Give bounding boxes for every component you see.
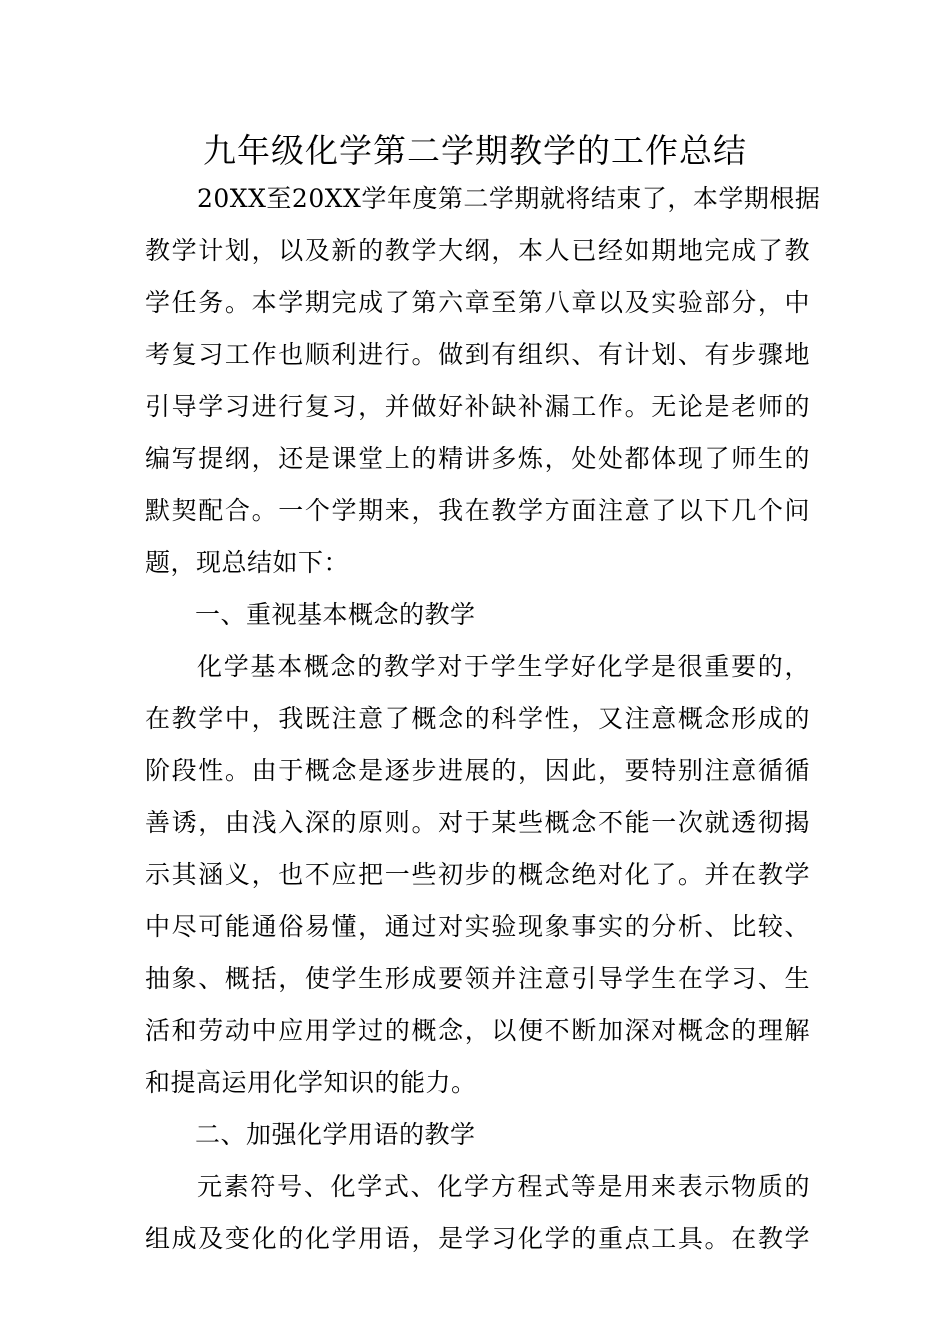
paragraph-line: 编写提纲，还是课堂上的精讲多炼，处处都体现了师生的 [145,444,810,473]
paragraph-line: 化学基本概念的教学对于学生学好化学是很重要的， [197,652,810,681]
paragraph-line: 组成及变化的化学用语，是学习化学的重点工具。在教学 [145,1224,810,1253]
paragraph-line: 抽象、概括，使学生形成要领并注意引导学生在学习、生 [145,964,810,993]
paragraph-line: 默契配合。一个学期来，我在教学方面注意了以下几个问 [145,496,810,525]
paragraph-line: 元素符号、化学式、化学方程式等是用来表示物质的 [197,1172,810,1201]
paragraph-line: 中尽可能通俗易懂，通过对实验现象事实的分析、比较、 [145,912,810,941]
paragraph-line: 活和劳动中应用学过的概念，以便不断加深对概念的理解 [145,1016,810,1045]
paragraph-line: 引导学习进行复习，并做好补缺补漏工作。无论是老师的 [145,392,810,421]
paragraph-line: 示其涵义，也不应把一些初步的概念绝对化了。并在教学 [145,860,810,889]
paragraph-line: 题，现总结如下： [145,548,350,577]
section-heading: 一、重视基本概念的教学 [195,600,476,629]
paragraph-line: 教学计划，以及新的教学大纲，本人已经如期地完成了教 [145,236,810,265]
document-title: 九年级化学第二学期教学的工作总结 [203,131,747,170]
paragraph-line: 和提高运用化学知识的能力。 [145,1068,477,1097]
paragraph-line: 学任务。本学期完成了第六章至第八章以及实验部分，中 [145,288,810,317]
paragraph-line: 20XX至20XX学年度第二学期就将结束了，本学期根据 [197,184,821,213]
paragraph-line: 善诱，由浅入深的原则。对于某些概念不能一次就透彻揭 [145,808,810,837]
paragraph-line: 考复习工作也顺利进行。做到有组织、有计划、有步骤地 [145,340,810,369]
paragraph-line: 阶段性。由于概念是逐步进展的，因此，要特别注意循循 [145,756,810,785]
paragraph-line: 在教学中，我既注意了概念的科学性，又注意概念形成的 [145,704,810,733]
section-heading: 二、加强化学用语的教学 [195,1120,476,1149]
